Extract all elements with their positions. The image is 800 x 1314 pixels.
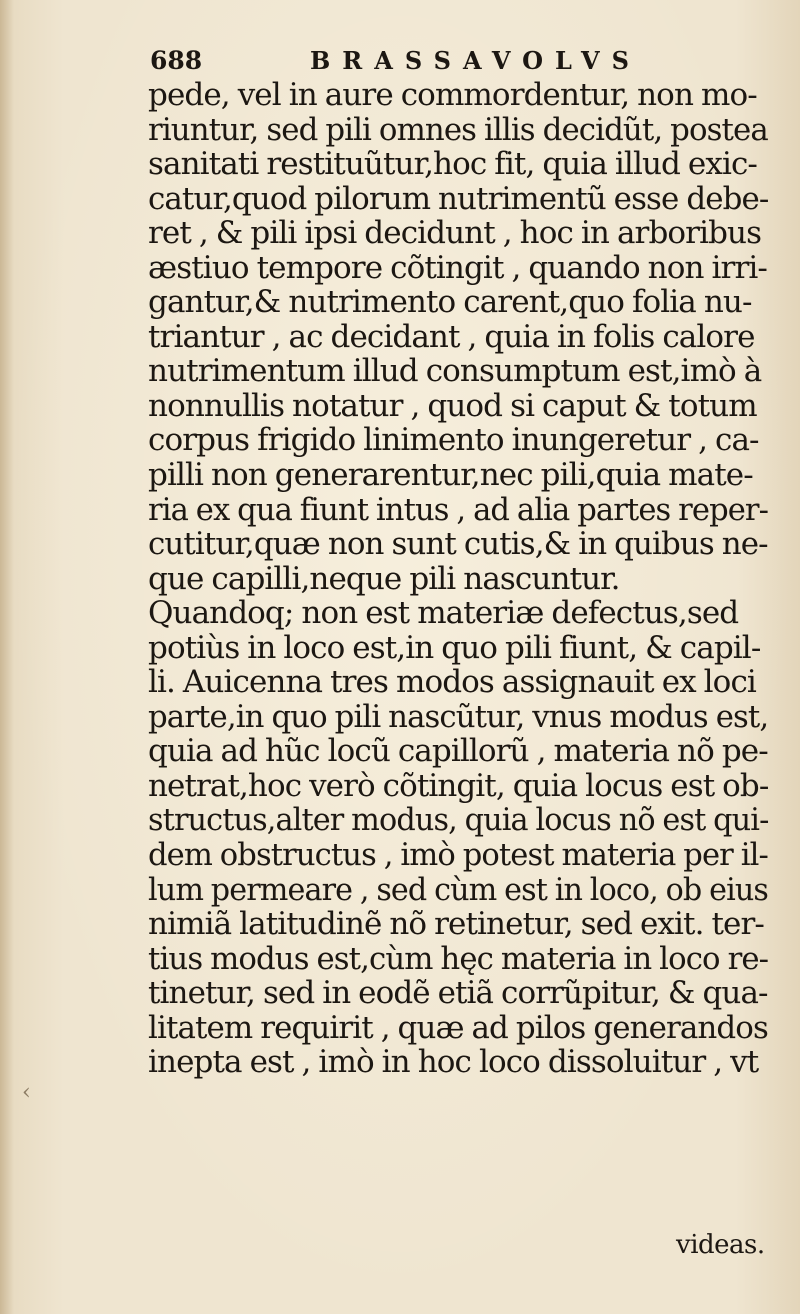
text-line: que capilli,neque pili nascuntur. <box>148 560 620 597</box>
text-line: inepta est , imò in hoc loco dissoluitur , vt <box>148 1044 759 1081</box>
page-header <box>150 42 650 82</box>
text-line: tius modus est,cùm hęc materia in loco re- <box>148 940 769 977</box>
text-line: nonnullis notatur , quod si caput & totum <box>148 387 757 424</box>
text-line: pede, vel in aure commordentur, non mo- <box>148 77 757 113</box>
text-line: lum permeare , sed cùm est in loco, ob eius <box>148 871 769 908</box>
text-line: gantur,& nutrimento carent,quo folia nu- <box>148 284 752 321</box>
text-line: sanitati restituũtur,hoc fit, quia illud exic- <box>148 146 758 183</box>
text-line: æstiuo tempore cõtingit , quando non irri- <box>148 249 767 286</box>
text-line: quia ad hũc locũ capillorũ , materia nõ pe- <box>148 733 768 770</box>
text-line: triantur , ac decidant , quia in folis calore <box>148 318 755 355</box>
catchword: videas. <box>676 1230 765 1260</box>
text-line: litatem requirit , quæ ad pilos generandos <box>148 1009 768 1046</box>
text-line: riuntur, sed pili omnes illis decidũt, postea <box>148 111 768 148</box>
margin-mark: ‹ <box>22 1080 31 1105</box>
text-line: corpus frigido linimento inungeretur , ca- <box>148 422 759 459</box>
text-line: ret , & pili ipsi decidunt , hoc in arboribus <box>148 215 762 252</box>
text-line: Quandoq; non est materiæ defectus,sed <box>148 595 739 632</box>
body-text <box>148 78 768 1080</box>
text-line: catur,quod pilorum nutrimentũ esse debe- <box>148 180 769 217</box>
text-line: tinetur, sed in eodẽ etiã corrũpitur, & qua- <box>148 975 768 1012</box>
text-line: parte,in quo pili nascũtur, vnus modus est, <box>148 698 769 735</box>
page-number: 688 <box>150 46 203 75</box>
text-line: netrat,hoc verò cõtingit, quia locus est ob- <box>148 767 769 804</box>
text-line: nimiã latitudinẽ nõ retinetur, sed exit. ter- <box>148 906 764 943</box>
text-line: structus,alter modus, quia locus nõ est qui- <box>148 802 769 839</box>
text-line: potiùs in loco est,in quo pili fiunt, & capil- <box>148 629 761 666</box>
text-line: nutrimentum illud consumptum est,imò à <box>148 353 762 390</box>
text-line: pilli non generarentur,nec pili,quia mate- <box>148 457 753 494</box>
running-head: BRASSAVOLVS <box>310 46 641 75</box>
text-line: li. Auicenna tres modos assignauit ex loci <box>148 664 756 701</box>
text-line: ria ex qua fiunt intus , ad alia partes reper- <box>148 491 769 528</box>
text-line: dem obstructus , imò potest materia per il- <box>148 837 768 874</box>
page-edge-shadow <box>0 0 14 1314</box>
text-line: cutitur,quæ non sunt cutis,& in quibus ne- <box>148 526 768 563</box>
